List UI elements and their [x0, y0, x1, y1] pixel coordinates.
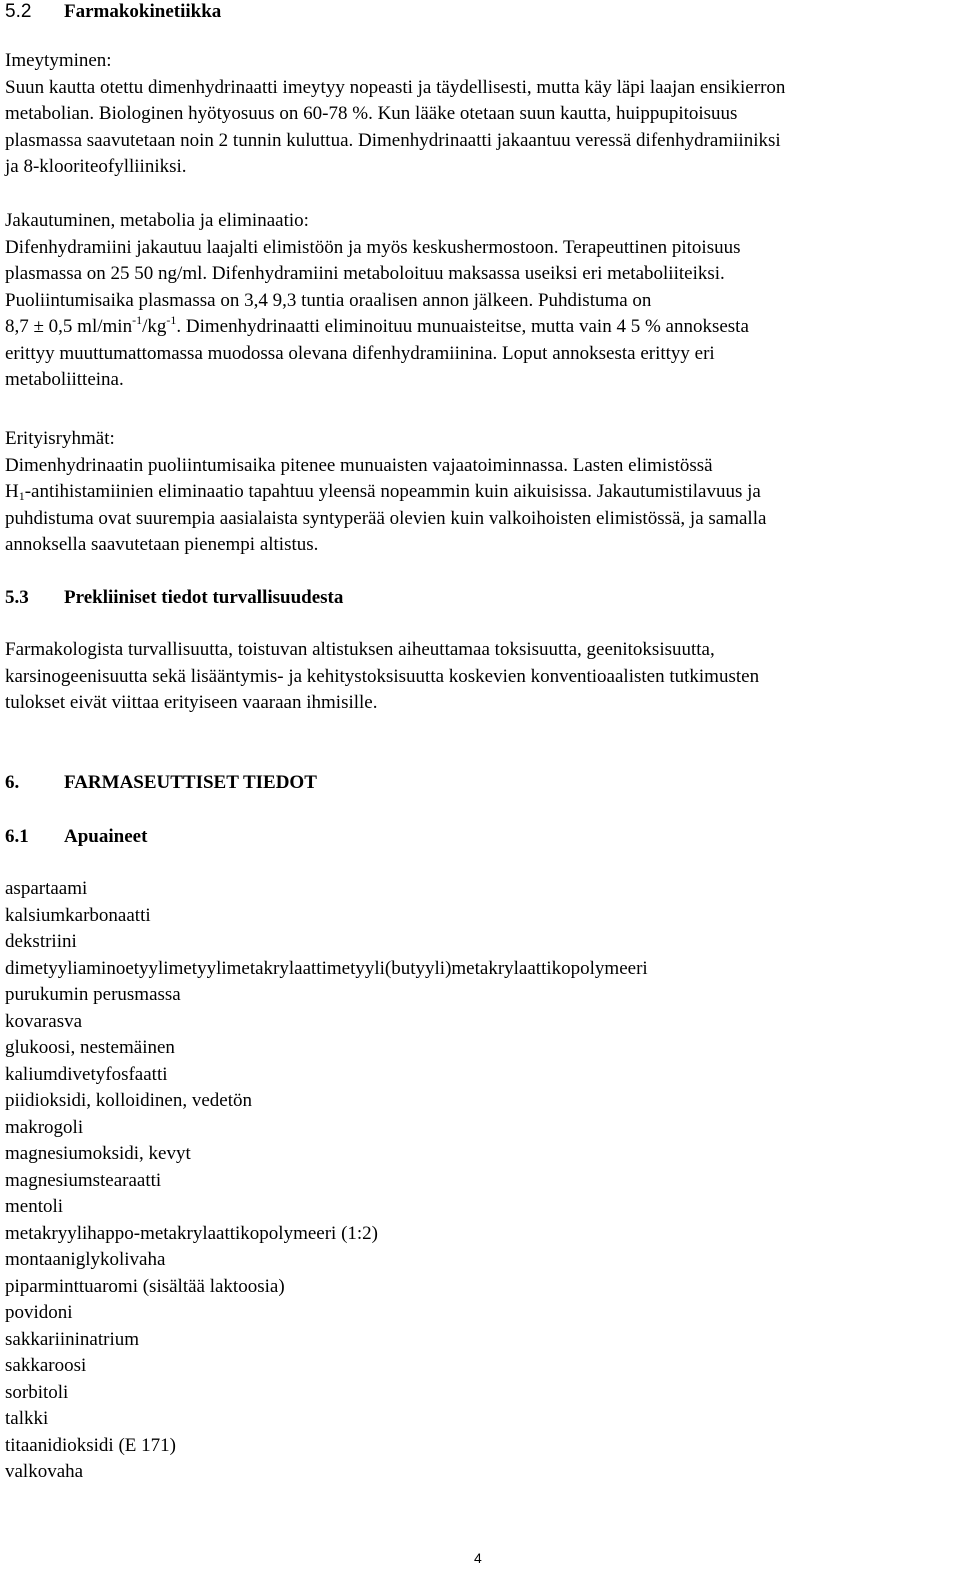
list-item: kovarasva: [5, 1010, 83, 1032]
list-item: piparminttuaromi (sisältää laktoosia): [5, 1275, 285, 1297]
subscript: 1: [18, 489, 25, 503]
text-line: puhdistuma ovat suurempia aasialaista syntyperää olevien kuin valkoihoisten elimistössä, ja samalla: [5, 507, 767, 529]
list-item: valkovaha: [5, 1461, 84, 1482]
absorption-paragraph: [5, 48, 950, 181]
text-line: metaboliitteina.: [5, 369, 124, 390]
text-line: erittyy muuttumattomassa muodossa olevana difenhydramiinina. Loput annoksesta erittyy eri: [5, 342, 715, 364]
list-item: sorbitoli: [5, 1381, 69, 1403]
superscript: -1: [166, 313, 177, 327]
text-line: Farmakologista turvallisuutta, toistuvan altistuksen aiheuttamaa toksisuutta, geenitoksisuutta,: [5, 639, 715, 660]
page-number: 4: [474, 1550, 482, 1566]
list-item: kaliumdivetyfosfaatti: [5, 1063, 168, 1085]
text-fragment: H: [5, 481, 19, 502]
text-line-clearance: [5, 314, 950, 341]
section-number: 5.3: [5, 587, 29, 608]
clearance-unit: /kg: [142, 316, 167, 337]
subheading-absorption: Imeytyminen:: [5, 50, 112, 71]
preclinical-paragraph: [5, 637, 950, 717]
list-item: purukumin perusmassa: [5, 984, 181, 1005]
list-item: mentoli: [5, 1196, 64, 1217]
section-heading-5-3: [5, 586, 950, 610]
list-item: sakkariininatrium: [5, 1328, 140, 1350]
list-item: magnesiumoksidi, kevyt: [5, 1143, 191, 1164]
list-item: titaanidioksidi (E 171): [5, 1434, 176, 1456]
excipient-list: [5, 876, 950, 1486]
list-item: dekstriini: [5, 931, 77, 952]
list-item: dimetyyliaminoetyylimetyylimetakrylaattimetyyli(butyyli)metakrylaattikopolymeeri: [5, 957, 648, 979]
list-item: montaaniglykolivaha: [5, 1249, 166, 1270]
section-heading-6: [5, 771, 950, 795]
section-heading-5-2: [5, 0, 950, 24]
text-line: tulokset eivät viittaa erityiseen vaaraan ihmisille.: [5, 692, 378, 713]
text-line: plasmassa on 25 50 ng/ml. Difenhydramiini metaboloituu maksassa useiksi eri metaboliiteiksi.: [5, 263, 725, 284]
list-item: magnesiumstearaatti: [5, 1169, 162, 1191]
list-item: piidioksidi, kolloidinen, vedetön: [5, 1090, 252, 1111]
list-item: kalsiumkarbonaatti: [5, 904, 151, 926]
distribution-paragraph: [5, 208, 950, 394]
text-line: Difenhydramiini jakautuu laajalti elimistöön ja myös keskushermostoon. Terapeuttinen pitoisuus: [5, 236, 741, 258]
text-line: plasmassa saavutetaan noin 2 tunnin kuluttua. Dimenhydrinaatti jakaantuu veressä difenhydramiiniksi: [5, 129, 781, 151]
text-line: ja 8-klooriteofylliiniksi.: [5, 156, 187, 177]
special-groups-paragraph: [5, 426, 950, 559]
list-item: makrogoli: [5, 1116, 84, 1138]
text-line: Suun kautta otettu dimenhydrinaatti imeytyy nopeasti ja täydellisesti, mutta käy läpi laajan ensikierron: [5, 76, 786, 98]
list-item: talkki: [5, 1408, 49, 1429]
text-line: karsinogeenisuutta sekä lisääntymis- ja kehitystoksisuutta koskevien konventioaalisten tutkimusten: [5, 665, 760, 687]
list-item: aspartaami: [5, 878, 88, 899]
section-number: 6.1: [5, 826, 29, 847]
list-item: sakkaroosi: [5, 1355, 87, 1376]
section-number: 5.2: [5, 1, 32, 22]
subheading-special-groups: Erityisryhmät:: [5, 428, 115, 449]
list-item: metakryylihappo-metakrylaattikopolymeeri (1:2): [5, 1222, 379, 1244]
superscript: -1: [132, 313, 143, 327]
section-number: 6.: [5, 772, 20, 793]
text-line: metabolian. Biologinen hyötyosuus on 60-78 %. Kun lääke otetaan suun kautta, huippupitoisuus: [5, 103, 738, 124]
text-line: Puoliintumisaika plasmassa on 3,4 9,3 tuntia oraalisen annon jälkeen. Puhdistuma on: [5, 289, 652, 311]
section-title: FARMASEUTTISET TIEDOT: [64, 772, 317, 793]
text-line: Dimenhydrinaatin puoliintumisaika pitenee munuaisten vajaatoiminnassa. Lasten elimistössä: [5, 454, 713, 476]
text-fragment: . Dimenhydrinaatti eliminoituu munuaisteitse, mutta vain 4 5 % annoksesta: [176, 316, 749, 337]
section-title: Apuaineet: [64, 826, 148, 847]
clearance-value: 8,7 ± 0,5 ml/min: [5, 316, 133, 337]
text-fragment: -antihistamiinien eliminaatio tapahtuu yleensä nopeammin kuin aikuisissa. Jakautumistilavuus ja: [24, 481, 761, 502]
section-title: Farmakokinetiikka: [64, 1, 222, 22]
section-heading-6-1: [5, 825, 950, 849]
list-item: glukoosi, nestemäinen: [5, 1037, 175, 1058]
text-line: annoksella saavutetaan pienempi altistus.: [5, 534, 319, 555]
list-item: povidoni: [5, 1302, 73, 1323]
section-title: Prekliiniset tiedot turvallisuudesta: [64, 587, 344, 608]
subheading-distribution: Jakautuminen, metabolia ja eliminaatio:: [5, 210, 309, 231]
text-line-h1: [5, 479, 950, 506]
